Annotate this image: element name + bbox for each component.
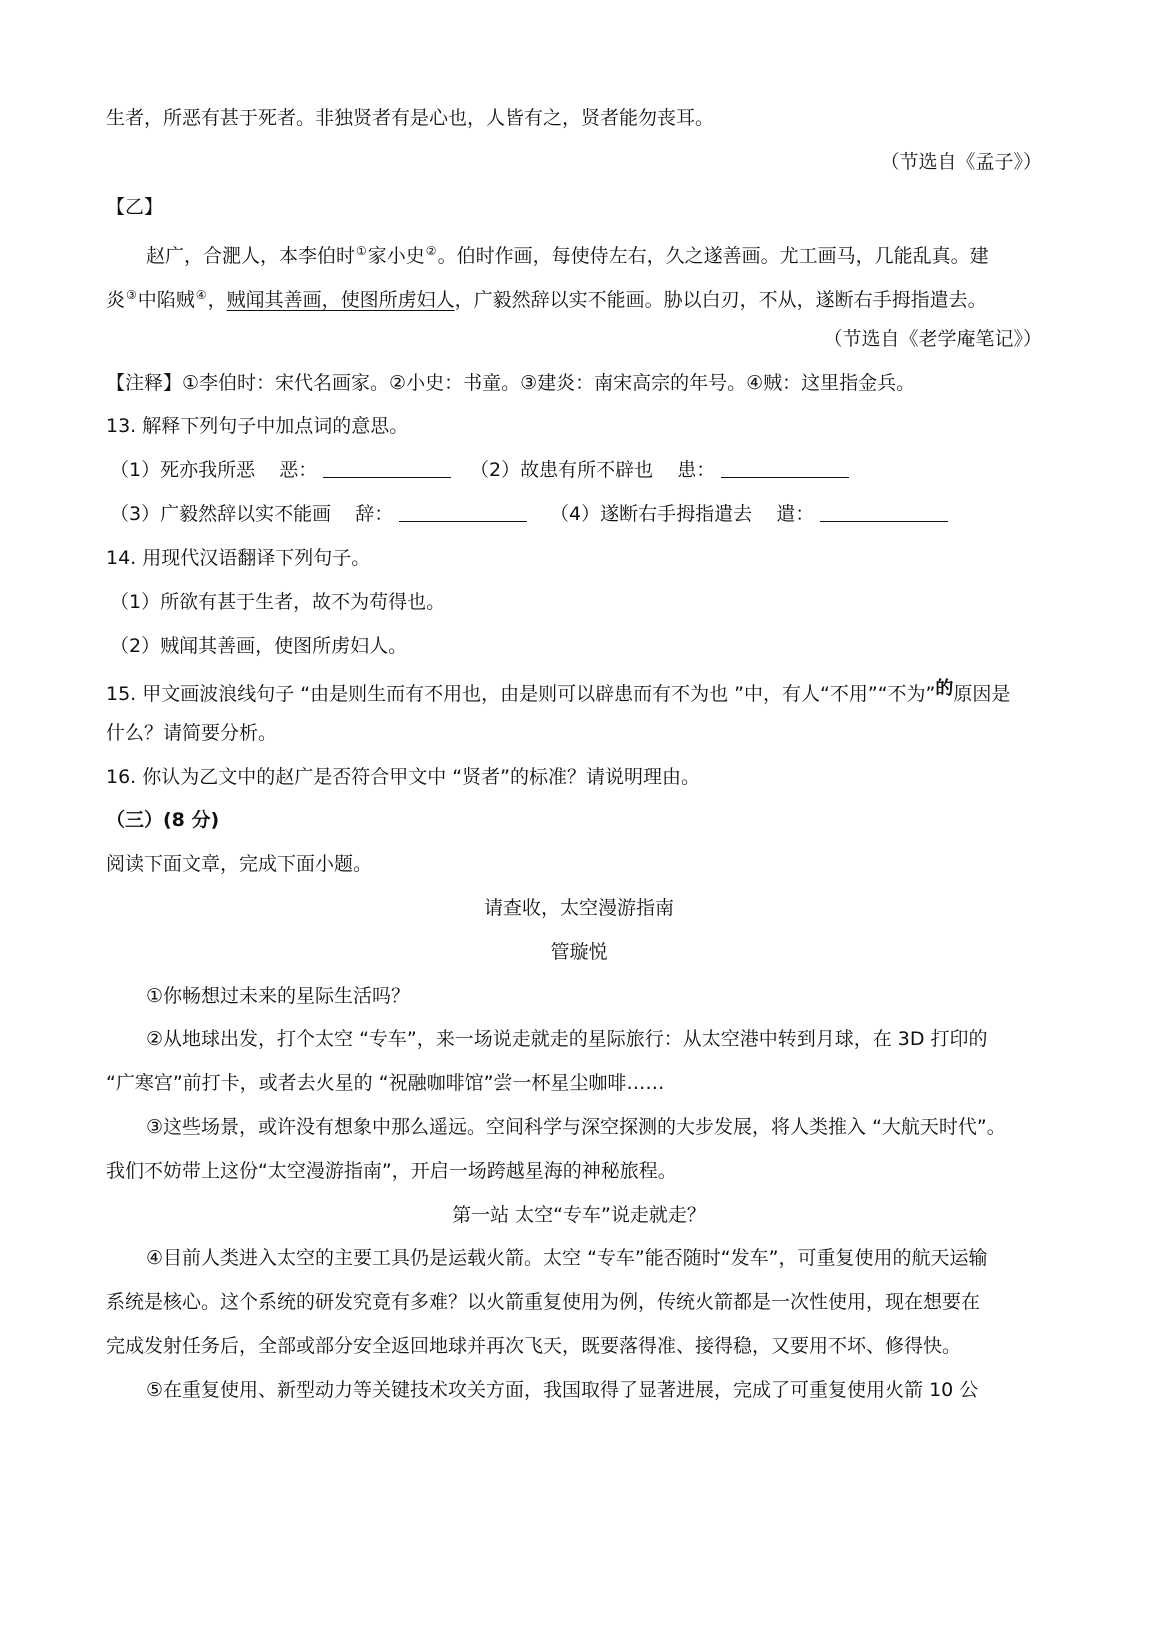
q13-item-1: （1）死亦我所恶 恶： bbox=[110, 456, 451, 484]
article-paragraph-5: ⑤在重复使用、新型动力等关键技术攻关方面，我国取得了显著进展，完成了可重复使用火箭 10 公 bbox=[146, 1379, 979, 1401]
yi-paragraph-line1: 赵广，合淝人，本李伯时①家小史②。伯时作画，每使侍左右，久之遂善画。尤工画马，几能乱真。建 bbox=[146, 244, 989, 267]
article-paragraph-4: ④目前人类进入太空的主要工具仍是运载火箭。太空 “专车”能否随时“发车”，可重复使用的航天运输 bbox=[146, 1247, 988, 1269]
article-paragraph-2-cont: “广寒宫”前打卡，或者去火星的 “祝融咖啡馆”尝一杯星尘咖啡…… bbox=[106, 1072, 665, 1094]
article-paragraph-3-cont: 我们不妨带上这份“太空漫游指南”，开启一场跨越星海的神秘旅程。 bbox=[106, 1160, 677, 1182]
article-author: 管璇悦 bbox=[550, 941, 608, 963]
answer-blank[interactable] bbox=[399, 503, 527, 522]
q14-item-1: （1）所欲有甚于生者，故不为苟得也。 bbox=[110, 591, 446, 613]
answer-blank[interactable] bbox=[820, 503, 948, 522]
article-paragraph-2: ②从地球出发，打个太空 “专车”，来一场说走就走的星际旅行：从太空港中转到月球，在 3D 打印的 bbox=[146, 1028, 988, 1050]
section-3-heading: （三）(8 分) bbox=[106, 809, 220, 831]
answer-blank[interactable] bbox=[323, 459, 451, 478]
question-15-line2: 什么？请简要分析。 bbox=[106, 722, 278, 744]
footnote-marker: ② bbox=[425, 244, 437, 258]
article-title: 请查收，太空漫游指南 bbox=[483, 897, 674, 919]
q13-item-3: （3）广毅然辞以实不能画 辞： bbox=[110, 500, 527, 528]
section-3-instruction: 阅读下面文章，完成下面小题。 bbox=[106, 853, 373, 875]
footnote-marker: ④ bbox=[195, 288, 207, 302]
yi-paragraph-line2: 炎③中陷贼④，贼闻其善画，使图所虏妇人，广毅然辞以实不能画。胁以白刃，不从，遂断右手拇指遣去。 bbox=[106, 288, 987, 311]
jia-text-end: 生者，所恶有甚于死者。非独贤者有是心也，人皆有之，贤者能勿丧耳。 bbox=[106, 107, 715, 129]
footnote-marker: ③ bbox=[126, 288, 137, 302]
question-16: 16. 你认为乙文中的赵广是否符合甲文中 “贤者”的标准？请说明理由。 bbox=[106, 766, 700, 788]
article-paragraph-4-cont1: 系统是核心。这个系统的研发究竟有多难？以火箭重复使用为例，传统火箭都是一次性使用，现在想要在 bbox=[106, 1291, 981, 1313]
question-15-line1: 15. 甲文画波浪线句子 “由是则生而有不用也，由是则可以辟患而有不为也 ”中，有人“不用”“不为”的原因是 bbox=[106, 678, 1011, 705]
jia-source: （节选自《孟子》） bbox=[880, 151, 1042, 173]
q14-item-2: （2）贼闻其善画，使图所虏妇人。 bbox=[110, 635, 408, 657]
article-paragraph-1: ①你畅想过未来的星际生活吗？ bbox=[146, 985, 411, 1007]
q13-item-2: （2）故患有所不辟也 患： bbox=[470, 456, 849, 484]
yi-label: 【乙】 bbox=[106, 196, 164, 218]
question-13-stem: 13. 解释下列句子中加点词的意思。 bbox=[106, 415, 409, 437]
yi-source: （节选自《老学庵笔记》） bbox=[823, 328, 1042, 350]
answer-blank[interactable] bbox=[721, 459, 849, 478]
article-paragraph-3: ③这些场景，或许没有想象中那么遥远。空间科学与深空探测的大步发展，将人类推入 “大航天时代”。 bbox=[146, 1116, 1006, 1138]
q13-item-4: （4）遂断右手拇指遣去 遣： bbox=[550, 500, 948, 528]
annotations: 【注释】①李伯时：宋代名画家。②小史：书童。③建炎：南宋高宗的年号。④贼：这里指金兵。 bbox=[106, 372, 916, 394]
underlined-sentence: 贼闻其善画，使图所虏妇人 bbox=[226, 289, 455, 311]
question-14-stem: 14. 用现代汉语翻译下列句子。 bbox=[106, 547, 371, 569]
footnote-marker: ① bbox=[356, 244, 367, 258]
article-paragraph-4-cont2: 完成发射任务后，全部或部分安全返回地球并再次飞天，既要落得准、接得稳，又要用不坏、修得快。 bbox=[106, 1335, 962, 1357]
station-1-heading: 第一站 太空“专车”说走就走？ bbox=[452, 1204, 706, 1226]
